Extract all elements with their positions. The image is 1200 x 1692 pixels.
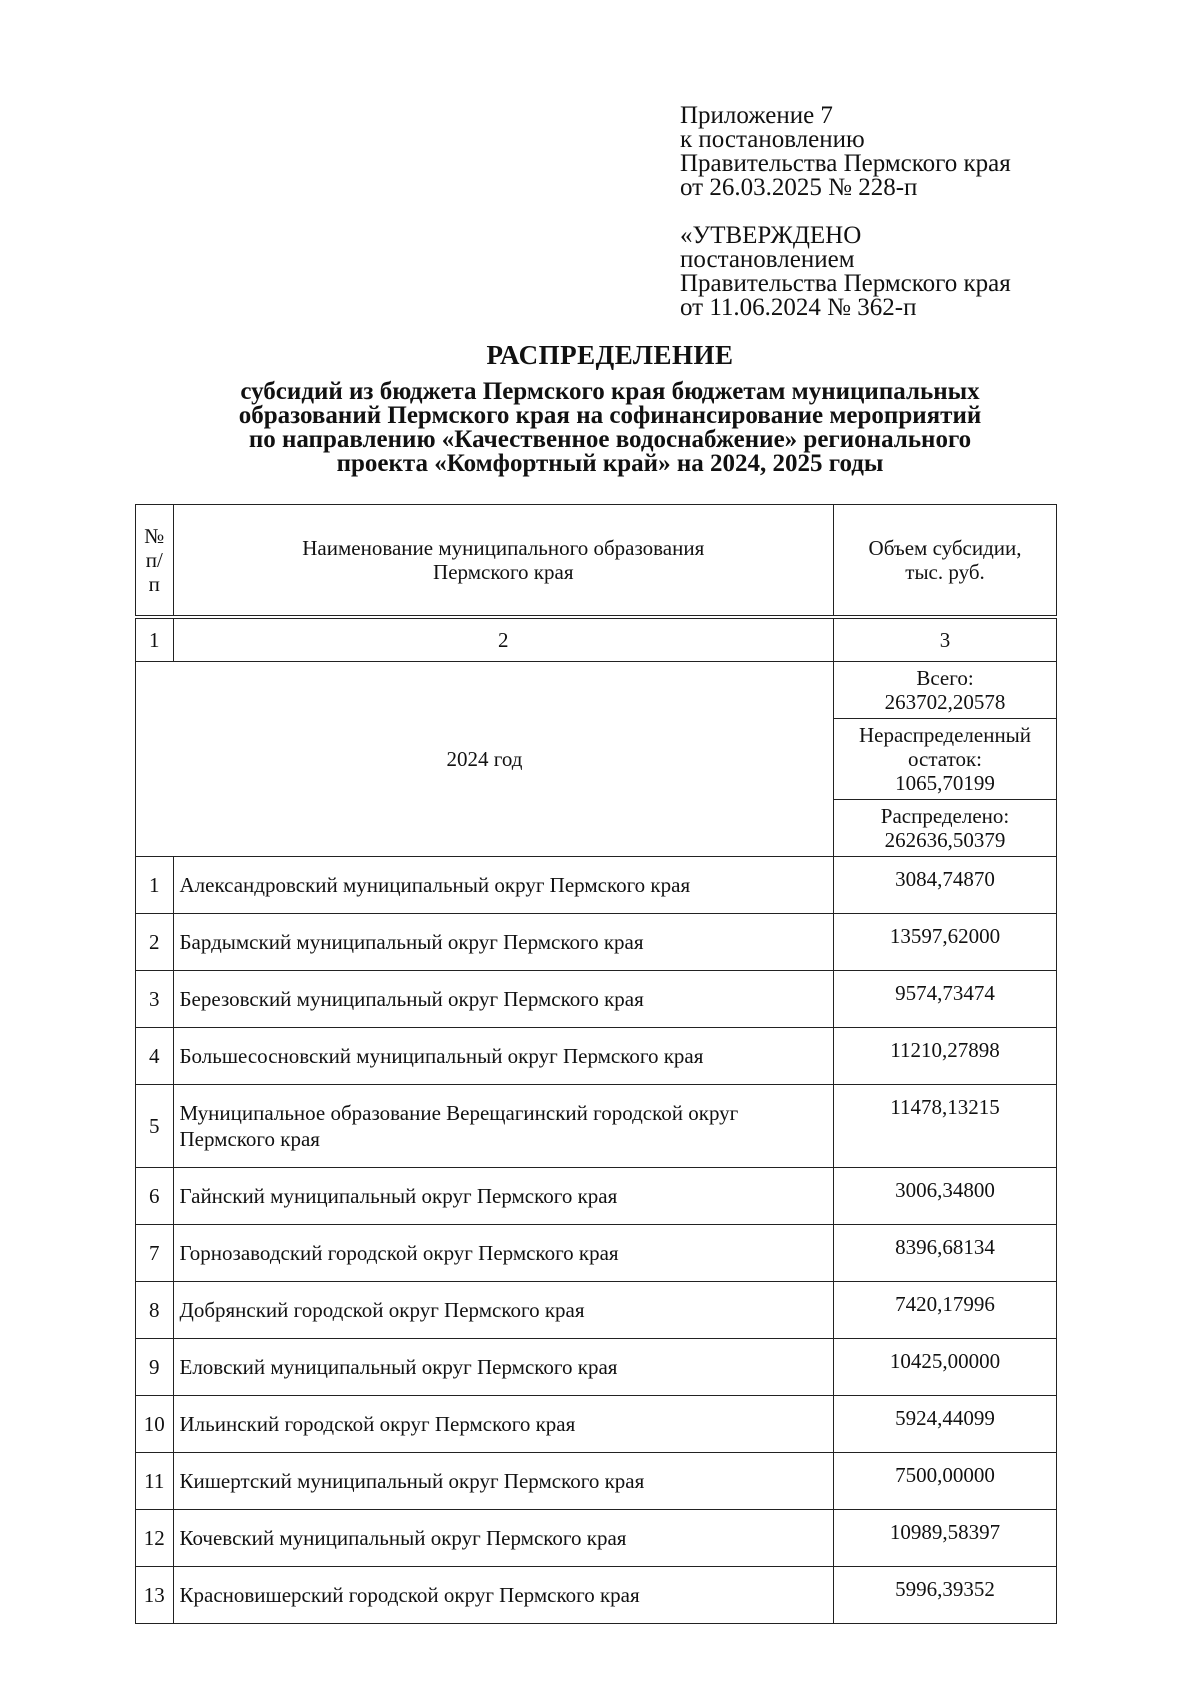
row-number: 13 <box>136 1567 174 1624</box>
row-municipality-name: Кишертский муниципальный округ Пермского края <box>173 1453 834 1510</box>
remainder-value: 1065,70199 <box>895 771 995 795</box>
row-municipality-name: Горнозаводский городской округ Пермского края <box>173 1225 834 1282</box>
header-num-line-1: № <box>144 524 165 548</box>
row-municipality-name: Большесосновский муниципальный округ Пермского края <box>173 1028 834 1085</box>
row-subsidy-amount: 5996,39352 <box>834 1567 1057 1624</box>
table-header-row <box>136 505 1057 618</box>
row-municipality-name: Ильинский городской округ Пермского края <box>173 1396 834 1453</box>
row-number: 6 <box>136 1168 174 1225</box>
table-row <box>136 1282 1057 1339</box>
row-number: 11 <box>136 1453 174 1510</box>
header-amount <box>834 505 1057 618</box>
row-number: 12 <box>136 1510 174 1567</box>
row-subsidy-amount: 13597,62000 <box>834 914 1057 971</box>
appendix-line-3: Правительства Пермского края <box>680 150 1011 177</box>
totals-row-all <box>136 662 1057 719</box>
table-row <box>136 1510 1057 1567</box>
table-row <box>136 1225 1057 1282</box>
row-number: 5 <box>136 1085 174 1168</box>
table-row <box>136 1168 1057 1225</box>
table-body <box>136 857 1057 1624</box>
subtitle-line-3: по направлению «Качественное водоснабжение» регионального <box>248 426 972 453</box>
row-subsidy-amount: 9574,73474 <box>834 971 1057 1028</box>
appendix-line-2: к постановлению <box>680 126 865 153</box>
row-municipality-name: Еловский муниципальный округ Пермского края <box>173 1339 834 1396</box>
row-municipality-name: Кочевский муниципальный округ Пермского края <box>173 1510 834 1567</box>
row-number: 10 <box>136 1396 174 1453</box>
approved-line-3: Правительства Пермского края <box>680 270 1011 297</box>
remainder-label-line-2: остаток: <box>908 747 983 771</box>
row-number: 3 <box>136 971 174 1028</box>
row-number: 1 <box>136 857 174 914</box>
table-row <box>136 1453 1057 1510</box>
header-name-line-1: Наименование муниципального образования <box>302 536 705 560</box>
table-row <box>136 914 1057 971</box>
row-municipality-name: Александровский муниципальный округ Пермского края <box>173 857 834 914</box>
row-municipality-name: Муниципальное образование Верещагинский городской округ Пермского края <box>173 1085 834 1168</box>
distribution-table <box>135 504 1057 1624</box>
row-subsidy-amount: 7420,17996 <box>834 1282 1057 1339</box>
subtitle-line-1: субсидий из бюджета Пермского края бюджетам муниципальных <box>240 378 980 405</box>
row-municipality-name: Гайнский муниципальный округ Пермского края <box>173 1168 834 1225</box>
header-num-line-2: п/п <box>145 548 163 596</box>
header-amount-line-1: Объем субсидии, <box>868 536 1022 560</box>
document-title: РАСПРЕДЕЛЕНИЕ <box>486 340 734 370</box>
table-row <box>136 1396 1057 1453</box>
row-number: 7 <box>136 1225 174 1282</box>
row-municipality-name: Березовский муниципальный округ Пермского края <box>173 971 834 1028</box>
row-subsidy-amount: 11478,13215 <box>834 1085 1057 1168</box>
row-number: 2 <box>136 914 174 971</box>
table-row <box>136 1339 1057 1396</box>
row-subsidy-amount: 11210,27898 <box>834 1028 1057 1085</box>
appendix-header <box>680 104 1100 200</box>
header-name-line-2: Пермского края <box>433 560 574 584</box>
row-subsidy-amount: 3006,34800 <box>834 1168 1057 1225</box>
row-municipality-name: Бардымский муниципальный округ Пермского края <box>173 914 834 971</box>
row-municipality-name: Добрянский городской округ Пермского края <box>173 1282 834 1339</box>
appendix-line-1: Приложение 7 <box>680 102 833 129</box>
subtitle-line-2: образований Пермского края на софинансирование мероприятий <box>238 402 982 429</box>
subtitle-line-4: проекта «Комфортный край» на 2024, 2025 годы <box>336 450 884 477</box>
year-label: 2024 год <box>136 662 834 857</box>
row-number: 9 <box>136 1339 174 1396</box>
row-subsidy-amount: 5924,44099 <box>834 1396 1057 1453</box>
row-number: 8 <box>136 1282 174 1339</box>
table-row <box>136 971 1057 1028</box>
header-name <box>173 505 834 618</box>
table-row <box>136 1567 1057 1624</box>
row-subsidy-amount: 7500,00000 <box>834 1453 1057 1510</box>
column-number-3: 3 <box>834 617 1057 662</box>
table-row <box>136 857 1057 914</box>
column-number-1: 1 <box>136 617 174 662</box>
approved-line-2: постановлением <box>680 246 855 273</box>
distributed-cell <box>834 800 1057 857</box>
total-value: 263702,20578 <box>884 690 1006 714</box>
row-subsidy-amount: 8396,68134 <box>834 1225 1057 1282</box>
distributed-label: Распределено: <box>880 804 1010 828</box>
remainder-cell <box>834 719 1057 800</box>
row-subsidy-amount: 3084,74870 <box>834 857 1057 914</box>
document-subtitle <box>130 380 1090 476</box>
distributed-value: 262636,50379 <box>884 828 1006 852</box>
approved-header <box>680 224 1100 320</box>
header-num <box>136 505 174 618</box>
header-amount-line-2: тыс. руб. <box>905 560 985 584</box>
total-cell <box>834 662 1057 719</box>
remainder-label-line-1: Нераспределенный <box>858 723 1032 747</box>
column-number-row <box>136 617 1057 662</box>
total-label: Всего: <box>916 666 974 690</box>
table-row <box>136 1085 1057 1168</box>
column-number-2: 2 <box>173 617 834 662</box>
row-subsidy-amount: 10425,00000 <box>834 1339 1057 1396</box>
approved-line-1: «УТВЕРЖДЕНО <box>680 222 862 249</box>
appendix-line-4: от 26.03.2025 № 228-п <box>680 174 918 201</box>
row-subsidy-amount: 10989,58397 <box>834 1510 1057 1567</box>
approved-line-4: от 11.06.2024 № 362-п <box>680 294 917 321</box>
row-number: 4 <box>136 1028 174 1085</box>
row-municipality-name: Красновишерский городской округ Пермского края <box>173 1567 834 1624</box>
table-row <box>136 1028 1057 1085</box>
